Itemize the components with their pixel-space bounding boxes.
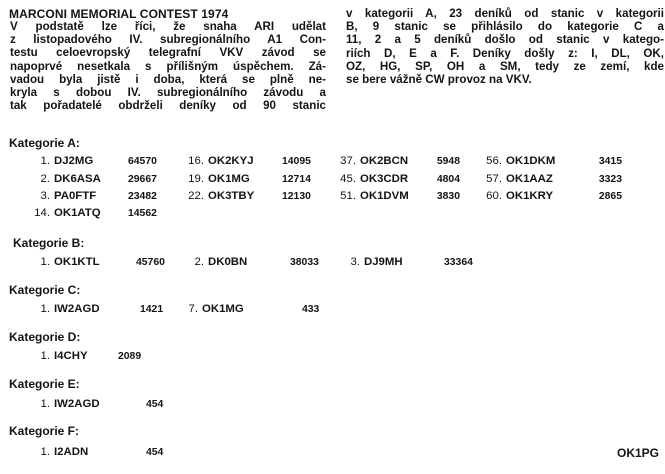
result-callsign: OK2BCN (360, 155, 409, 167)
result-entry (22, 256, 100, 268)
result-score: 12130 (282, 191, 311, 202)
intro-line: testu celoevropský telegrafní VKV závod se (10, 46, 326, 60)
result-callsign: OK3CDR (360, 173, 409, 185)
article-title: MARCONI MEMORIAL CONTEST 1974 (9, 7, 229, 21)
result-callsign: IW2AGD (54, 398, 100, 410)
result-entry (474, 155, 555, 167)
intro-line: OZ, HG, SP, OH a SM, tedy ze zemí, kde (346, 59, 664, 73)
result-entry (22, 190, 96, 202)
result-entry (176, 173, 250, 185)
intro-line: tak pořadatelé obdrželi deníky od 90 stanic (10, 99, 326, 113)
result-rank: 1. (40, 350, 50, 362)
result-score: 12714 (282, 174, 311, 185)
category-e-heading: Kategorie E: (9, 377, 80, 391)
intro-line: se bere vážně CW provoz na VKV. (346, 73, 532, 87)
result-rank: 37. (340, 155, 356, 167)
result-rank: 1. (40, 256, 50, 268)
category-f-heading: Kategorie F: (9, 424, 80, 438)
result-callsign: OK3TBY (208, 190, 255, 202)
result-rank: 7. (188, 303, 198, 315)
intro-line: riích D, E a F. Deníky došly z: I, DL, OK, (346, 46, 664, 60)
result-score: 3415 (598, 156, 622, 167)
intro-line: kryla s dobou IV. subregionálního závodu a (10, 86, 326, 100)
result-entry (176, 155, 254, 167)
result-score: 3323 (598, 174, 622, 185)
result-callsign: DK6ASA (54, 173, 101, 185)
result-callsign: I2ADN (54, 446, 89, 458)
result-callsign: OK1DKM (506, 155, 556, 167)
result-callsign: OK1KRY (506, 190, 554, 202)
result-rank: 1. (40, 303, 50, 315)
result-callsign: PA0FTF (54, 190, 97, 202)
result-callsign: DJ2MG (54, 155, 94, 167)
result-score: 23482 (128, 191, 157, 202)
result-entry (180, 303, 244, 315)
result-entry (186, 256, 247, 268)
result-score: 1421 (140, 304, 164, 315)
result-entry (328, 155, 408, 167)
result-entry (22, 173, 101, 185)
result-entry (328, 190, 409, 202)
result-score: 2865 (598, 191, 622, 202)
result-rank: 3. (350, 256, 360, 268)
result-entry (22, 207, 101, 219)
result-rank: 14. (34, 207, 50, 219)
result-rank: 3. (40, 190, 50, 202)
intro-paragraph-right (346, 7, 664, 86)
result-entry (22, 398, 100, 410)
result-callsign: I4CHY (54, 350, 88, 362)
result-score: 4804 (436, 174, 460, 185)
category-c-heading: Kategorie C: (9, 283, 81, 297)
result-callsign: DK0BN (208, 256, 248, 268)
result-rank: 60. (486, 190, 502, 202)
intro-line: 11, 2 a 5 deníků došlo od stanic v katego- (346, 33, 664, 47)
result-rank: 22. (188, 190, 204, 202)
result-score: 454 (146, 447, 164, 458)
result-callsign: IW2AGD (54, 303, 100, 315)
result-entry (342, 256, 403, 268)
result-entry (22, 350, 88, 362)
result-entry (22, 155, 93, 167)
category-b-heading: Kategorie B: (13, 236, 85, 250)
result-rank: 2. (194, 256, 204, 268)
result-score: 64570 (128, 156, 157, 167)
result-score: 14095 (282, 156, 311, 167)
result-score: 3830 (436, 191, 460, 202)
category-d-heading: Kategorie D: (9, 330, 81, 344)
result-callsign: OK1ATQ (54, 207, 101, 219)
result-score: 45760 (136, 257, 165, 268)
result-score: 33364 (444, 257, 473, 268)
result-callsign: OK1DVM (360, 190, 409, 202)
result-rank: 1. (40, 155, 50, 167)
intro-line: v kategorii A, 23 deníků od stanic v kategorii (346, 7, 664, 20)
intro-line: V podstatě lze říci, že snaha ARI udělat (10, 20, 326, 33)
result-entry (22, 446, 88, 458)
result-entry (474, 173, 553, 185)
result-entry (328, 173, 408, 185)
result-rank: 45. (340, 173, 356, 185)
intro-line: vadou byla jistě i doba, která se plně ne- (10, 72, 326, 86)
result-rank: 51. (340, 190, 356, 202)
category-a-heading: Kategorie A: (9, 136, 80, 150)
result-score: 5948 (436, 156, 460, 167)
result-score: 14562 (128, 208, 157, 219)
intro-line: B, 9 stanic se přihlásilo do kategorie C a (346, 20, 664, 34)
result-entry (22, 303, 100, 315)
result-rank: 56. (486, 155, 502, 167)
result-score: 433 (302, 304, 320, 315)
result-rank: 2. (40, 173, 50, 185)
result-score: 2089 (118, 351, 142, 362)
result-rank: 19. (188, 173, 204, 185)
intro-line: z listopadového IV. subregionálního A1 Con- (10, 33, 326, 47)
result-score: 454 (146, 399, 164, 410)
author-signature: OK1PG (617, 446, 660, 460)
result-callsign: OK2KYJ (208, 155, 254, 167)
result-callsign: OK1MG (202, 303, 244, 315)
intro-paragraph-left (10, 20, 326, 112)
result-score: 38033 (290, 257, 319, 268)
result-callsign: DJ9MH (364, 256, 403, 268)
result-callsign: OK1MG (208, 173, 250, 185)
result-rank: 57. (486, 173, 502, 185)
result-rank: 16. (188, 155, 204, 167)
result-rank: 1. (40, 446, 50, 458)
result-callsign: OK1KTL (54, 256, 100, 268)
intro-line: napoprvé nesetkala s přílišným úspěchem. Zá- (10, 59, 326, 73)
result-entry (474, 190, 553, 202)
result-score: 29667 (128, 174, 157, 185)
result-entry (176, 190, 254, 202)
result-rank: 1. (40, 398, 50, 410)
result-callsign: OK1AAZ (506, 173, 553, 185)
